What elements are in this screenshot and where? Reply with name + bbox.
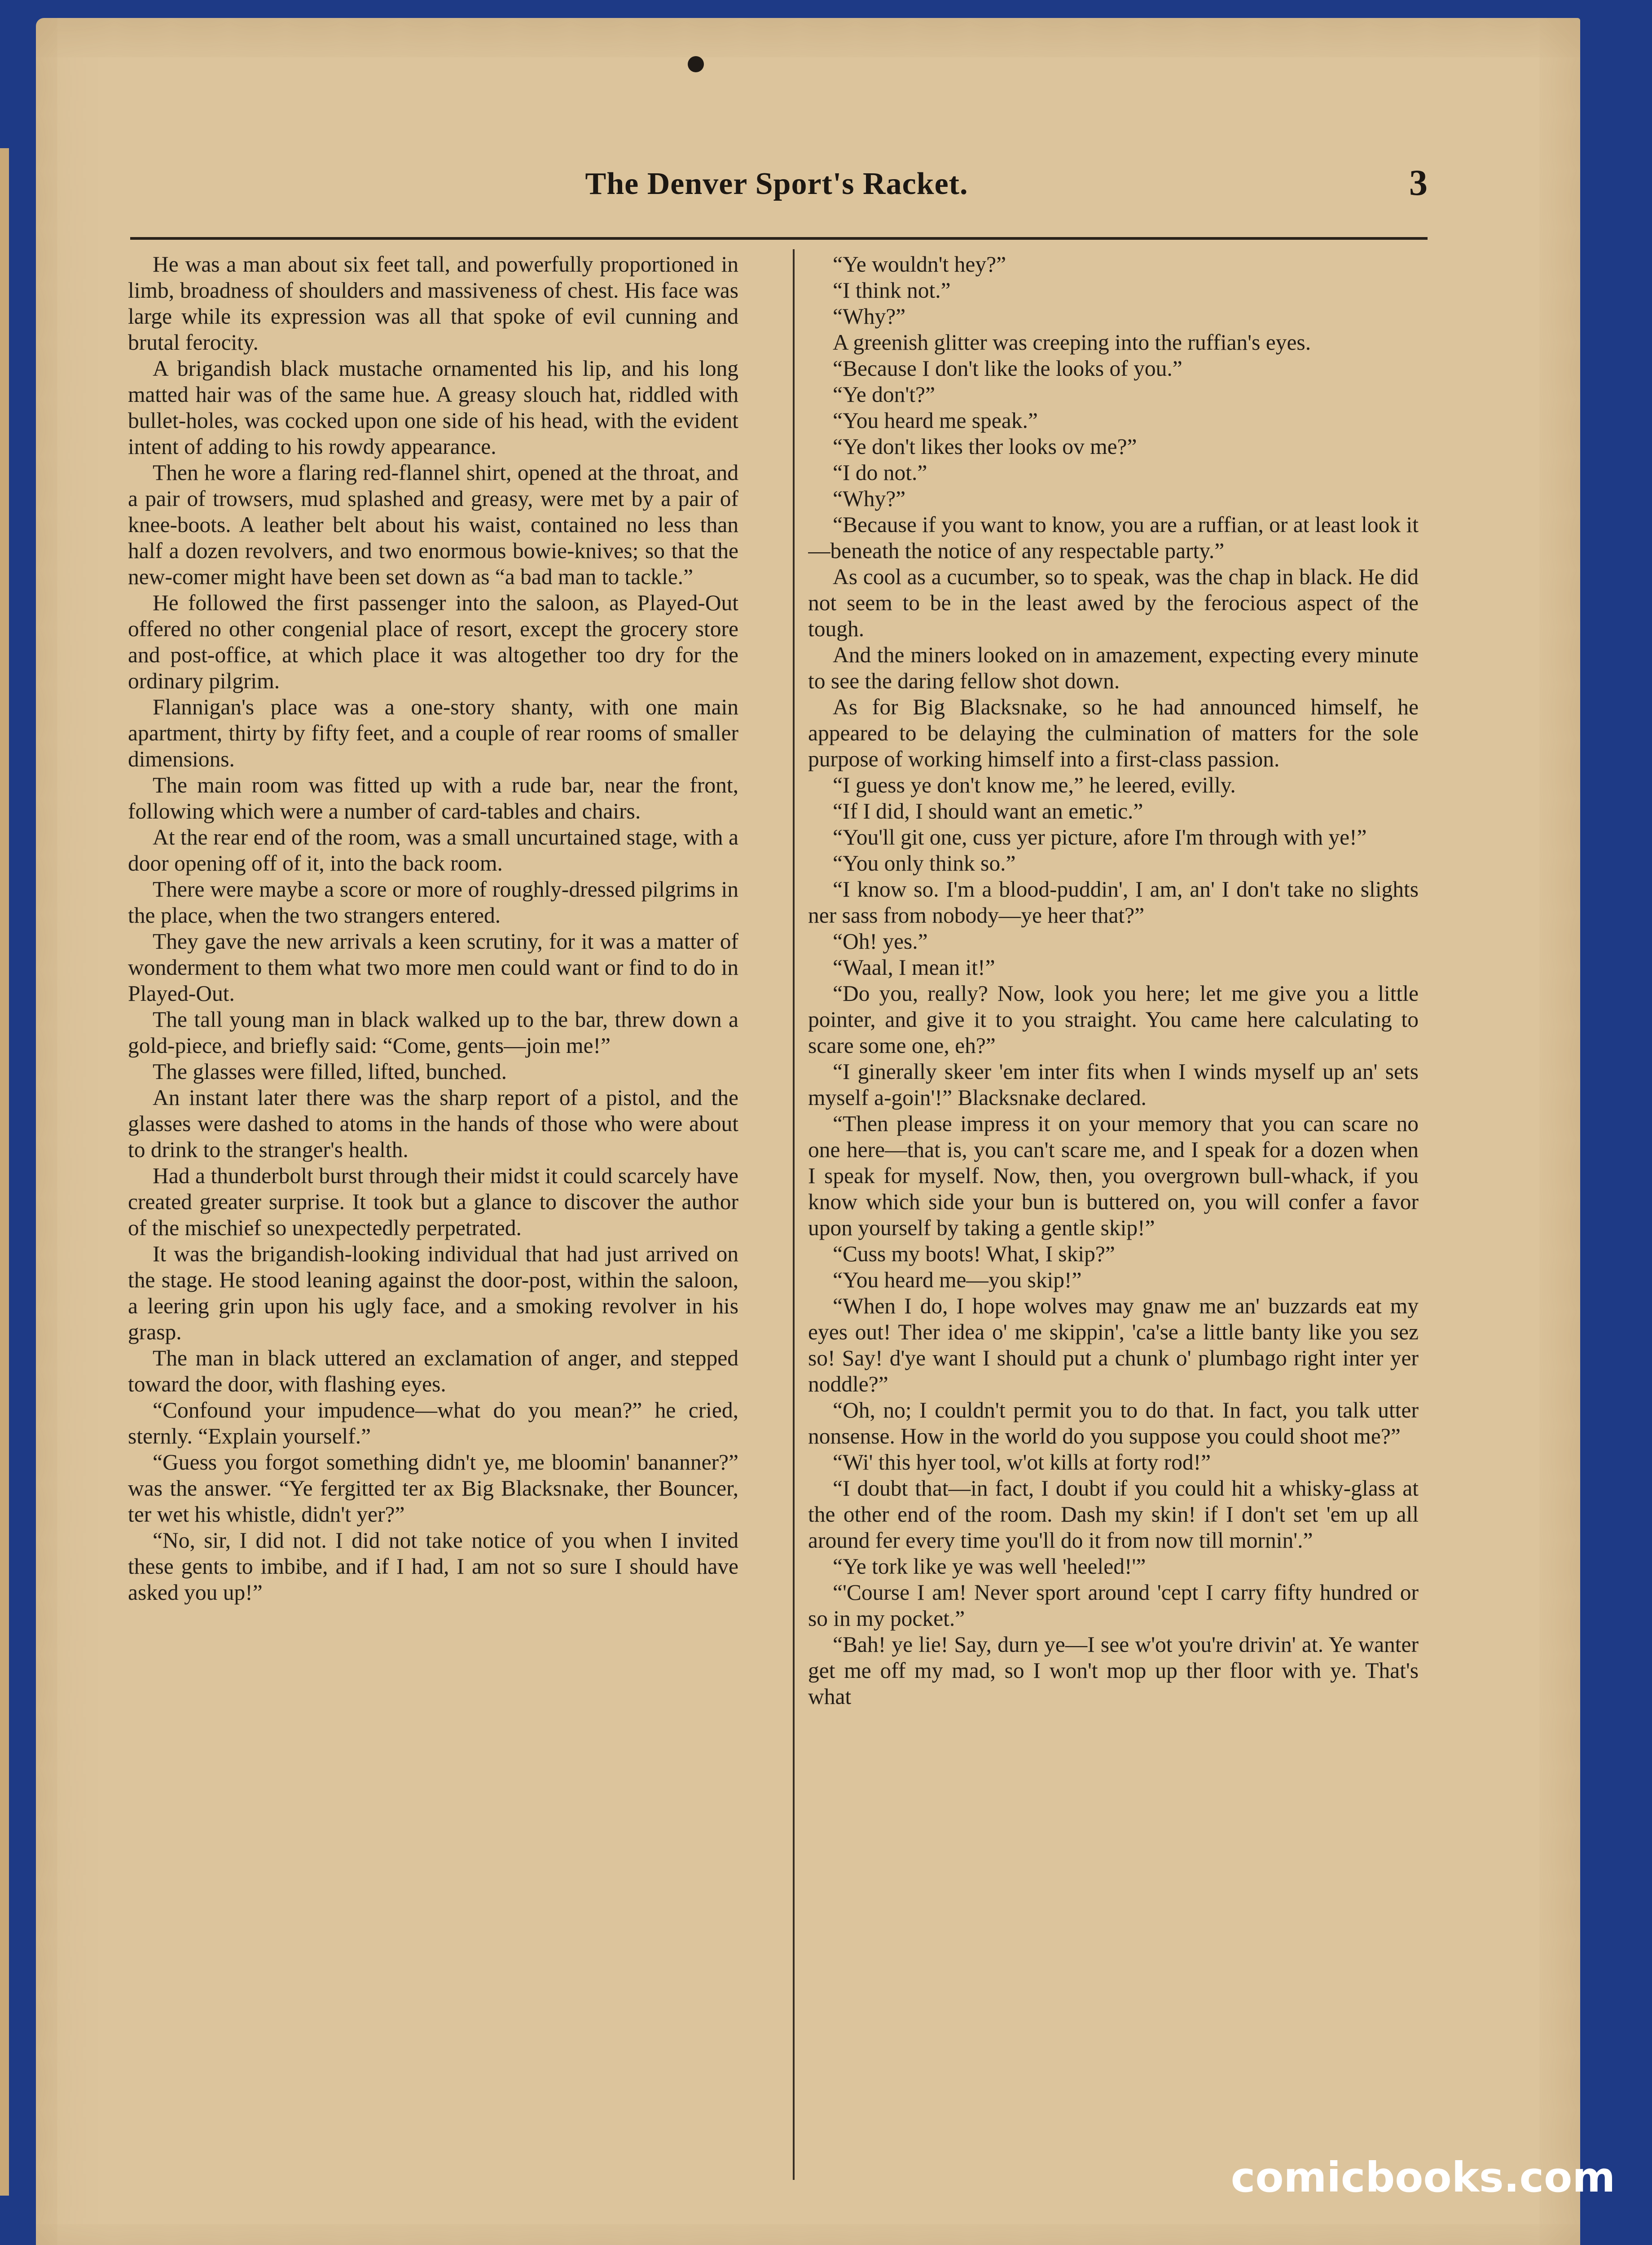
paragraph: An instant later there was the sharp report of a pistol, and the glasses were dashed to atoms in the hands of those who were about to drink to the stranger's health. [128,1085,738,1162]
paragraph: Had a thunderbolt burst through their midst it could scarcely have created greater surprise. It took but a glance to discover the author of the mischief so unexpectedly perpetrated. [128,1163,738,1240]
paragraph: At the rear end of the room, was a small uncurtained stage, with a door opening off of it, into the back room. [128,825,738,876]
paragraph: “'Course I am! Never sport around 'cept I carry fifty hundred or so in my pocket.” [808,1580,1419,1631]
paragraph: “Then please impress it on your memory that you can scare no one here—that is, you can't scare me, and I speak for a dozen when I speak for myself. Now, then, you overgrown bull-whack, if you know which side your bun is buttered on, you will confer a favor upon yourself by taking a gentle skip!” [808,1111,1419,1240]
paragraph: As cool as a cucumber, so to speak, was the chap in black. He did not seem to be in the least awed by the ferocious aspect of the tough. [808,564,1419,641]
right-column [808,251,1419,2182]
page-number: 3 [1409,162,1428,203]
adjacent-page-edge [0,148,9,2196]
paragraph: The glasses were filled, lifted, bunched. [153,1059,507,1084]
paragraph: “Oh, no; I couldn't permit you to do that. In fact, you talk utter nonsense. How in the world do you suppose you could shoot me?” [808,1398,1419,1448]
paragraph: A brigandish black mustache ornamented his lip, and his long matted hair was of the same hue. A greasy slouch hat, riddled with bullet-holes, was cocked upon one side of his head, with the evident intent of adding to his rowdy appearance. [128,356,738,459]
paragraph: “I ginerally skeer 'em inter fits when I winds myself up an' sets myself a-goin'!” Blacksnake declared. [808,1059,1419,1110]
column-divider [793,249,795,2180]
paragraph: “Ye don't?” [833,382,935,407]
paragraph: “You'll git one, cuss yer picture, afore I'm through with ye!” [833,825,1367,850]
paragraph: It was the brigandish-looking individual that had just arrived on the stage. He stood leaning against the door-post, within the saloon, a leering grin upon his ugly face, and a smoking revolver in his grasp. [128,1241,738,1344]
paragraph: “Because if you want to know, you are a ruffian, or at least look it—beneath the notice of any respectable party.” [808,512,1419,563]
paragraph: They gave the new arrivals a keen scrutiny, for it was a matter of wonderment to them what two more men could want or find to do in Played-Out. [128,929,738,1006]
left-column [128,251,738,2182]
paragraph: The tall young man in black walked up to the bar, threw down a gold-piece, and briefly said: “Come, gents—join me!” [128,1007,738,1058]
paragraph: Then he wore a flaring red-flannel shirt, opened at the throat, and a pair of trowsers, mud splashed and greasy, were met by a pair of knee-boots. A leather belt about his waist, contained no less than half a dozen revolvers, and two enormous bowie-knives; so that the new-comer might have been set down as “a bad man to tackle.” [128,460,738,589]
paragraph: There were maybe a score or more of roughly-dressed pilgrims in the place, when the two strangers entered. [128,877,738,928]
paragraph: A greenish glitter was creeping into the ruffian's eyes. [833,330,1311,355]
paragraph: “You heard me—you skip!” [833,1268,1082,1292]
paragraph: Flannigan's place was a one-story shanty, with one main apartment, thirty by fifty feet, and a couple of rear rooms of smaller dimensions. [128,695,738,771]
paragraph: “I doubt that—in fact, I doubt if you could hit a whisky-glass at the other end of the room. Dash my skin! if I don't set 'em up all around fer every time you'll do it from now till mornin'.” [808,1476,1419,1553]
paragraph: “If I did, I should want an emetic.” [833,799,1143,823]
paragraph: “I guess ye don't know me,” he leered, evilly. [833,773,1236,797]
paragraph: “Oh! yes.” [833,929,928,954]
paragraph: He was a man about six feet tall, and powerfully proportioned in limb, broadness of shoulders and massiveness of chest. His face was large while its expression was all that spoke of evil cunning and brutal ferocity. [128,252,738,355]
paragraph: And the miners looked on in amazement, expecting every minute to see the daring fellow shot down. [808,643,1419,693]
running-title: The Denver Sport's Racket. [585,167,968,201]
paragraph: “When I do, I hope wolves may gnaw me an' buzzards eat my eyes out! Ther idea o' me skippin', 'ca'se a little banty like you sez so! Say! d'ye want I should put a chunk o' plumbago right inter yer noddle?” [808,1294,1419,1396]
header-rule [130,237,1428,240]
paragraph: “I know so. I'm a blood-puddin', I am, an' I don't take no slights ner sass from nobody—ye heer that?” [808,877,1419,928]
paragraph: “Ye tork like ye was well 'heeled!'” [833,1554,1146,1579]
paragraph: “Why?” [833,486,906,511]
paragraph: “Bah! ye lie! Say, durn ye—I see w'ot you're drivin' at. Ye wanter get me off my mad, so I won't mop up ther floor with ye. That's what [808,1632,1419,1709]
paragraph: “Ye don't likes ther looks ov me?” [833,434,1137,459]
paragraph: “No, sir, I did not. I did not take notice of you when I invited these gents to imbibe, and if I had, I am not so sure I should have asked you up!” [128,1528,738,1605]
paragraph: He followed the first passenger into the saloon, as Played-Out offered no other congenial place of resort, except the grocery store and post-office, at which place it was altogether too dry for the ordinary pilgrim. [128,590,738,693]
paragraph: The main room was fitted up with a rude bar, near the front, following which were a number of card-tables and chairs. [128,773,738,823]
paragraph: “Do you, really? Now, look you here; let me give you a little pointer, and give it to you straight. You came here calculating to scare some one, eh?” [808,981,1419,1058]
staple-hole-icon [688,56,704,72]
paragraph: “Why?” [833,304,906,329]
paragraph: “Cuss my boots! What, I skip?” [833,1241,1115,1266]
paragraph: “You only think so.” [833,851,1016,876]
paragraph: “Because I don't like the looks of you.” [833,356,1182,381]
paragraph: “Waal, I mean it!” [833,955,995,980]
paragraph: The man in black uttered an exclamation of anger, and stepped toward the door, with flashing eyes. [128,1346,738,1396]
paragraph: “Wi' this hyer tool, w'ot kills at forty rod!” [833,1450,1211,1475]
paragraph: As for Big Blacksnake, so he had announced himself, he appeared to be delaying the culmination of matters for the sole purpose of working himself into a first-class passion. [808,695,1419,771]
paragraph: “I think not.” [833,278,951,303]
paragraph: “Guess you forgot something didn't ye, me bloomin' bananner?” was the answer. “Ye fergitted ter ax Big Blacksnake, ther Bouncer, ter wet his whistle, didn't yer?” [128,1450,738,1527]
paragraph: “Ye wouldn't hey?” [833,252,1006,277]
site-watermark: comicbooks.com [1230,2153,1616,2201]
paragraph: “Confound your impudence—what do you mean?” he cried, sternly. “Explain yourself.” [128,1398,738,1448]
paragraph: “I do not.” [833,460,927,485]
page-header [126,157,1428,220]
paragraph: “You heard me speak.” [833,408,1038,433]
